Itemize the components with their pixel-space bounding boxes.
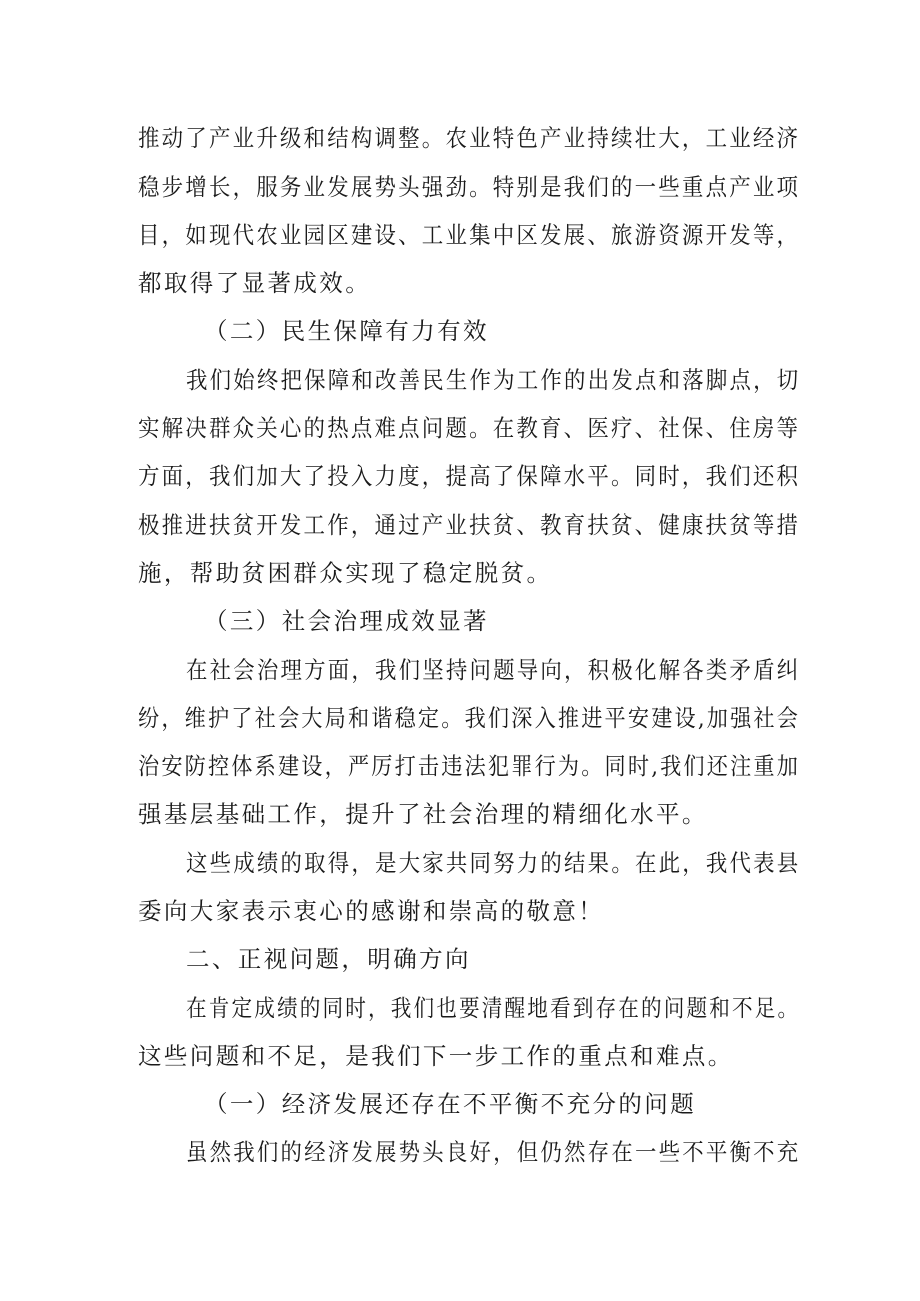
paragraph-line: 这些问题和不足，是我们下一步工作的重点和难点。 (138, 1042, 734, 1070)
paragraph-line: 我们始终把保障和改善民生作为工作的出发点和落脚点，切 (186, 366, 801, 394)
paragraph-line: 实解决群众关心的热点难点问题。在教育、医疗、社保、住房等 (138, 414, 801, 442)
paragraph-line: 都取得了显著成效。 (138, 269, 372, 297)
paragraph-line: 强基层基础工作，提升了社会治理的精细化水平。 (138, 800, 708, 828)
chapter-heading: 二、正视问题，明确方向 (186, 945, 471, 973)
paragraph-line: 虽然我们的经济发展势头良好，但仍然存在一些不平衡不充 (186, 1138, 801, 1166)
paragraph-line: 极推进扶贫开发工作，通过产业扶贫、教育扶贫、健康扶贫等措 (138, 511, 801, 539)
section-heading: （三）社会治理成效显著 (204, 607, 489, 635)
section-heading: （一）经济发展还存在不平衡不充分的问题 (204, 1090, 697, 1118)
paragraph-line: 纷，维护了社会大局和谐稳定。我们深入推进平安建设,加强社会 (138, 704, 801, 732)
paragraph-line: 在社会治理方面，我们坚持问题导向，积极化解各类矛盾纠 (186, 656, 801, 684)
paragraph-line: 目，如现代农业园区建设、工业集中区发展、旅游资源开发等， (138, 221, 801, 249)
paragraph-line: 稳步增长，服务业发展势头强劲。特别是我们的一些重点产业项 (138, 173, 801, 201)
section-heading: （二）民生保障有力有效 (204, 317, 489, 345)
paragraph-line: 推动了产业升级和结构调整。农业特色产业持续壮大，工业经济 (138, 124, 801, 152)
paragraph-line: 委向大家表示衷心的感谢和崇高的敬意！ (138, 897, 605, 925)
paragraph-line: 治安防控体系建设，严厉打击违法犯罪行为。同时,我们还注重加 (138, 752, 801, 780)
paragraph-line: 施，帮助贫困群众实现了稳定脱贫。 (138, 559, 553, 587)
paragraph-line: 这些成绩的取得，是大家共同努力的结果。在此，我代表县 (186, 849, 801, 877)
paragraph-line: 在肯定成绩的同时，我们也要清醒地看到存在的问题和不足。 (186, 994, 801, 1022)
paragraph-line: 方面，我们加大了投入力度，提高了保障水平。同时，我们还积 (138, 462, 801, 490)
